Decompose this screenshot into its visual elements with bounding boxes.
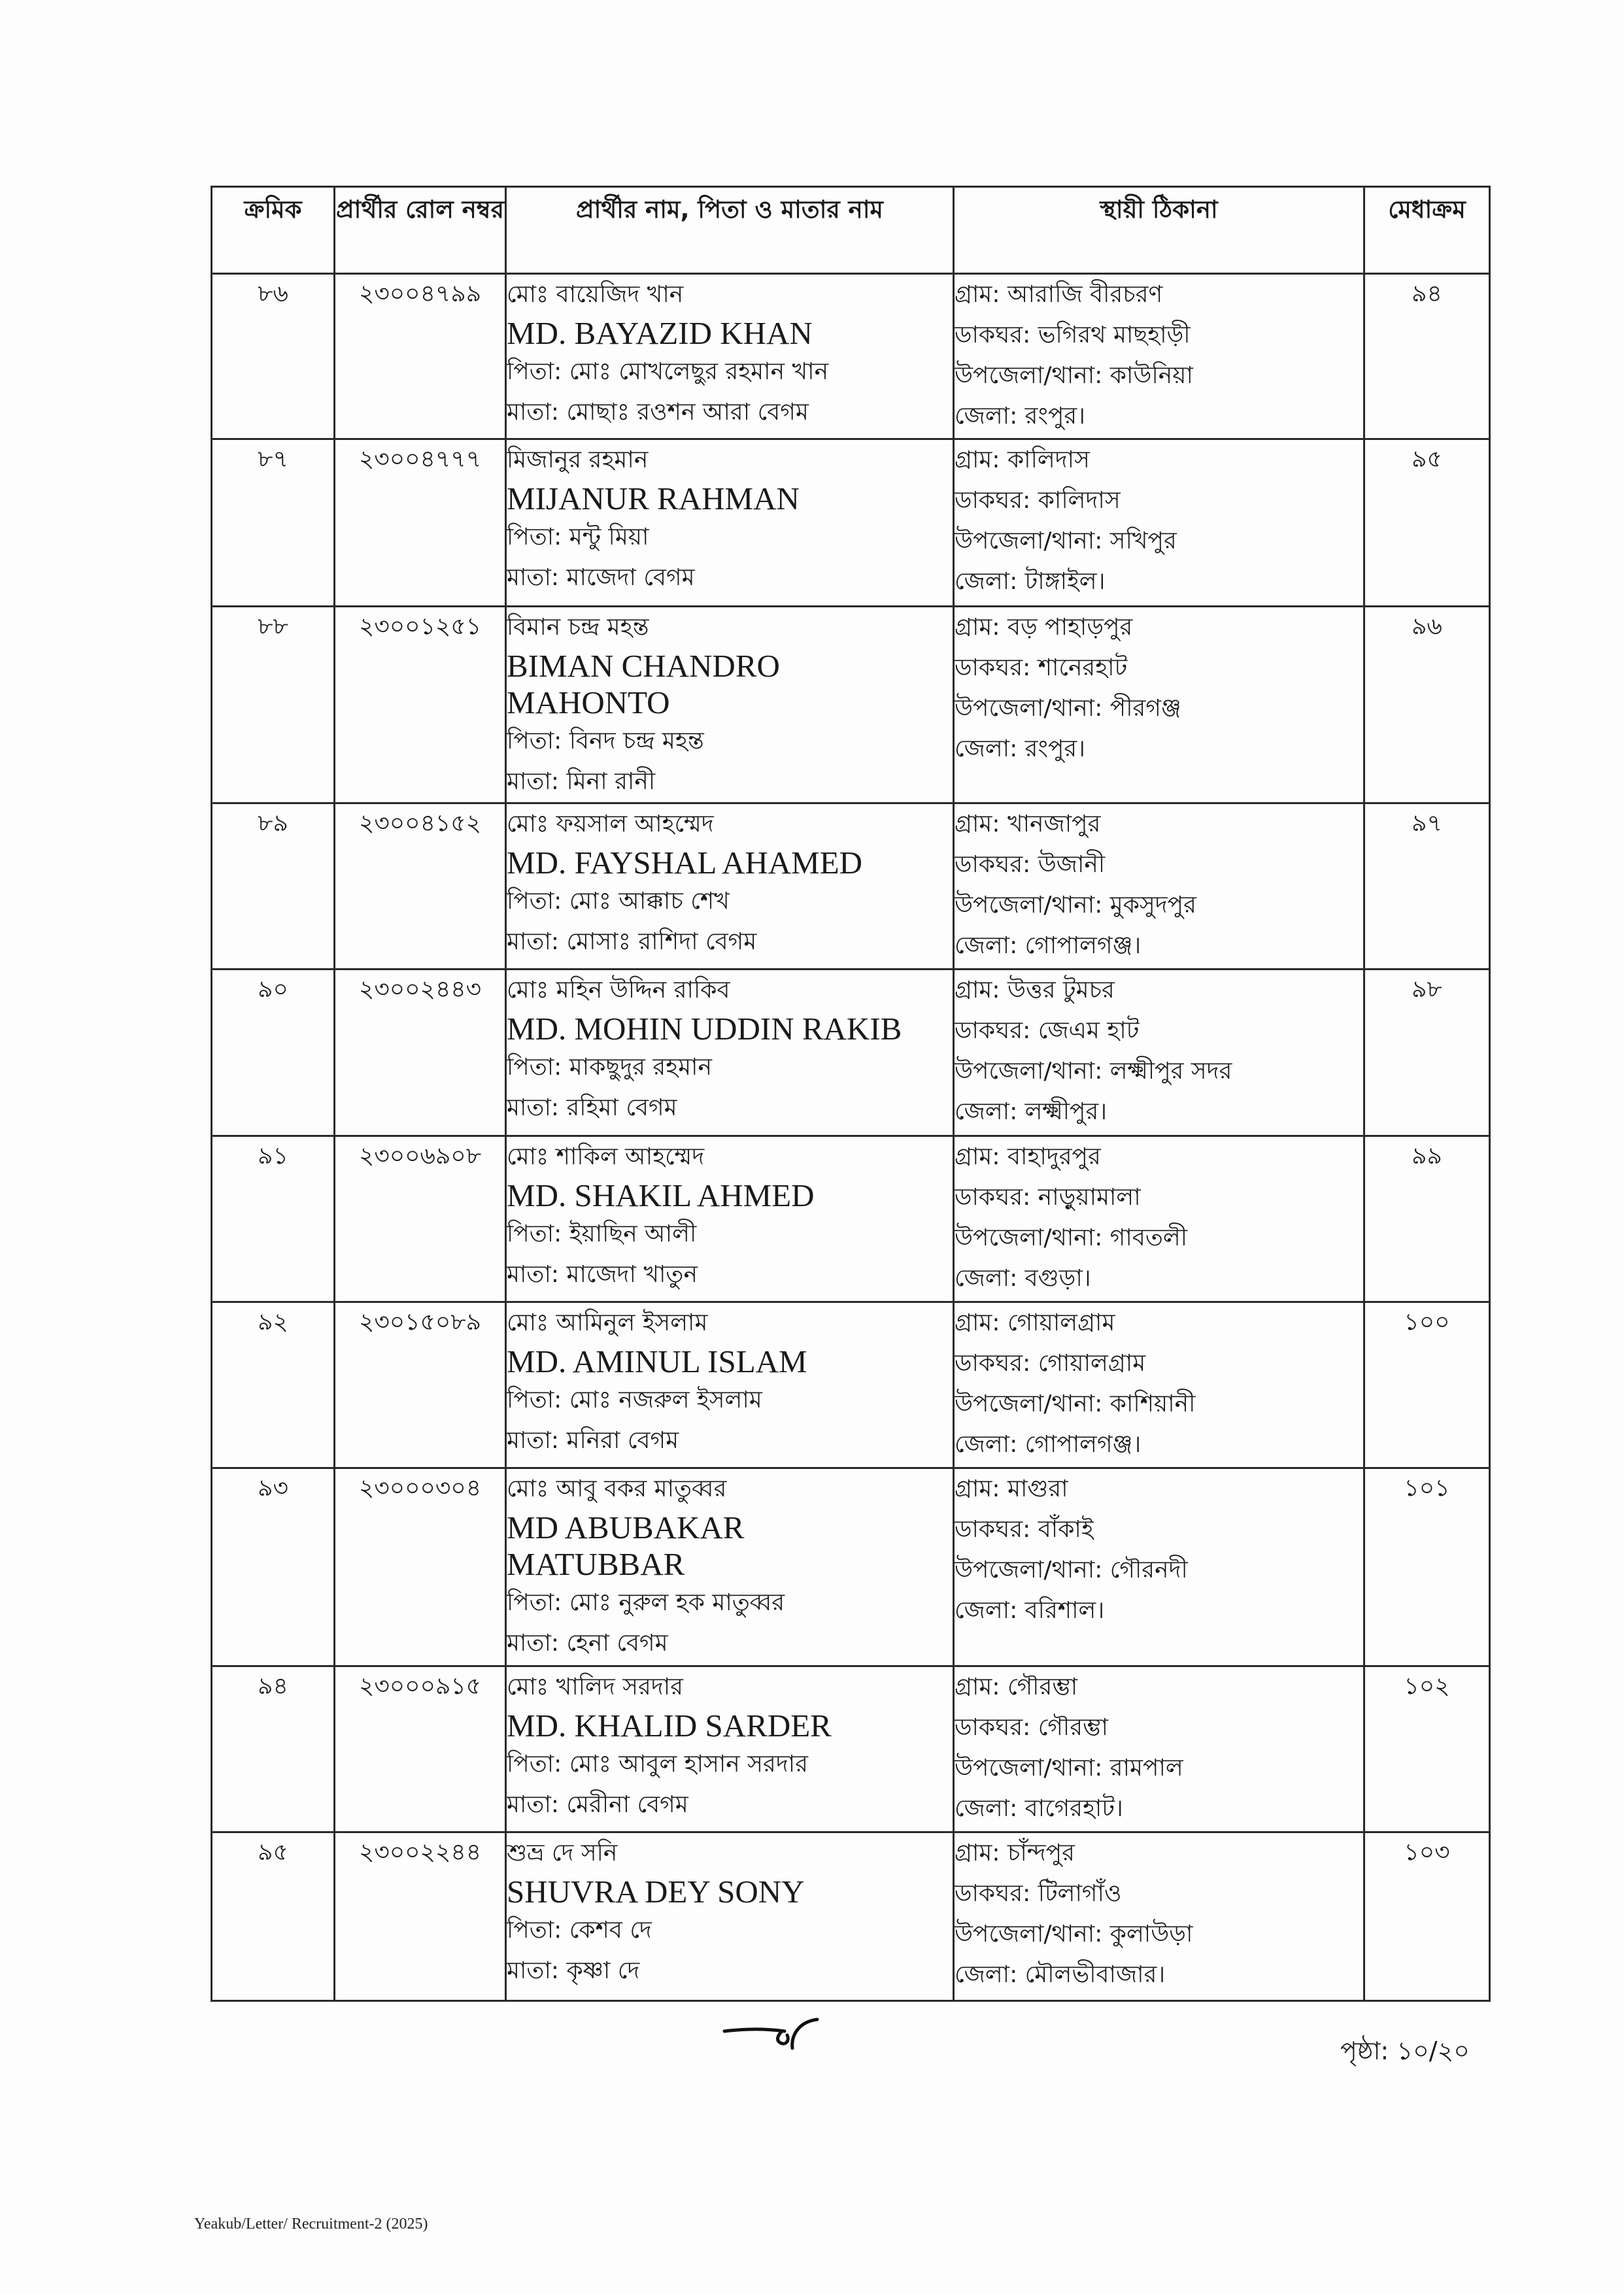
mother-name: মাতা: মোছাঃ রওশন আরা বেগম [507,399,809,426]
table-row [212,274,1490,439]
serial-cell: ৯১ [212,1136,335,1302]
name-english: MATUBBAR [507,1546,685,1582]
address-district: জেলা: গোপালগঞ্জ। [955,1431,1142,1458]
table-row [212,1832,1490,2001]
mother-name: মাতা: মাজেদা বেগম [507,564,695,591]
address-upazila: উপজেলা/থানা: রামপাল [955,1755,1183,1781]
address-post: ডাকঘর: গৌরম্ভা [955,1714,1108,1741]
address-district: জেলা: রংপুর। [955,403,1086,430]
header-merit: মেধাক্রম [1364,187,1490,274]
serial-cell: ৯২ [212,1302,335,1468]
header-name: প্রার্থীর নাম, পিতা ও মাতার নাম [506,187,954,274]
merit-position-cell: ৯৭ [1364,803,1490,970]
address-village: গ্রাম: চাঁন্দপুর [955,1840,1075,1866]
address-district: জেলা: গোপালগঞ্জ। [955,932,1142,959]
serial-cell: ৮৭ [212,439,335,607]
serial-cell: ৯০ [212,970,335,1136]
father-name: পিতা: মোঃ মোখলেছুর রহমান খান [507,358,829,385]
name-english: MD. SHAKIL AHMED [507,1177,815,1213]
candidate-name-cell [506,1136,954,1302]
name-english: MD ABUBAKAR [507,1510,745,1545]
address-village: গ্রাম: খানজাপুর [955,811,1101,837]
name-bangla: মোঃ শাকিল আহম্মেদ [507,1143,705,1170]
table-header-row [212,187,1490,274]
address-district: জেলা: বাগেরহাট। [955,1795,1123,1822]
father-name: পিতা: মোঃ আবুল হাসান সরদার [507,1751,808,1778]
address-district: জেলা: বরিশাল। [955,1597,1105,1624]
table-row [212,1666,1490,1832]
merit-position-cell: ৯৯ [1364,1136,1490,1302]
mother-name: মাতা: মোসাঃ রাশিদা বেগম [507,928,757,955]
permanent-address-cell [954,970,1364,1136]
serial-cell: ৯৩ [212,1468,335,1666]
serial-cell: ৮৯ [212,803,335,970]
address-upazila: উপজেলা/থানা: লক্ষ্মীপুর সদর [955,1058,1232,1085]
mother-name: মাতা: মেরীনা বেগম [507,1791,688,1818]
permanent-address-cell [954,439,1364,607]
address-village: গ্রাম: গৌরম্ভা [955,1674,1078,1700]
roll-number-cell: ২৩০০০৯১৫ [335,1666,506,1832]
table-row [212,607,1490,803]
mother-name: মাতা: মনিরা বেগম [507,1427,679,1454]
candidate-name-cell [506,607,954,803]
address-village: গ্রাম: আরাজি বীরচরণ [955,281,1163,308]
mother-name: মাতা: মিনা রানী [507,768,656,795]
candidate-name-cell [506,1302,954,1468]
address-post: ডাকঘর: নাড়ুয়ামালা [955,1184,1141,1211]
serial-cell: ৮৬ [212,274,335,439]
name-bangla: মোঃ ফয়সাল আহম্মেদ [507,811,714,837]
roll-number-cell: ২৩০০০৩০৪ [335,1468,506,1666]
father-name: পিতা: মোঃ আক্কাচ শেখ [507,888,730,915]
header-address: স্থায়ী ঠিকানা [954,187,1364,274]
table-body [212,274,1490,2001]
roll-number-cell: ২৩০০১২৫১ [335,607,506,803]
candidate-name-cell [506,970,954,1136]
permanent-address-cell [954,1468,1364,1666]
merit-position-cell: ৯৫ [1364,439,1490,607]
table-row [212,970,1490,1136]
address-post: ডাকঘর: শানেরহাট [955,654,1128,681]
address-district: জেলা: বগুড়া। [955,1265,1091,1292]
roll-number-cell: ২৩০০৪৭৯৯ [335,274,506,439]
roll-number-cell: ২৩০০২৪৪৩ [335,970,506,1136]
father-name: পিতা: ইয়াছিন আলী [507,1221,697,1247]
name-bangla: মোঃ বায়েজিদ খান [507,281,684,308]
merit-position-cell: ৯৮ [1364,970,1490,1136]
address-district: জেলা: লক্ষ্মীপুর। [955,1098,1108,1125]
name-english: MD. FAYSHAL AHAMED [507,845,863,881]
address-district: জেলা: রংপুর। [955,735,1086,762]
roll-number-cell: ২৩০০২২৪৪ [335,1832,506,2001]
candidate-name-cell [506,1468,954,1666]
father-name: পিতা: মাকছুদুর রহমান [507,1054,712,1081]
header-serial: ক্রমিক [212,187,335,274]
candidate-name-cell [506,803,954,970]
permanent-address-cell [954,803,1364,970]
address-upazila: উপজেলা/থানা: গৌরনদী [955,1557,1188,1583]
candidate-name-cell [506,274,954,439]
roll-number-cell: ২৩০১৫০৮৯ [335,1302,506,1468]
header-roll: প্রার্থীর রোল নম্বর [335,187,506,274]
serial-cell: ৮৮ [212,607,335,803]
mother-name: মাতা: রহিমা বেগম [507,1094,677,1121]
name-english: MD. MOHIN UDDIN RAKIB [507,1011,902,1047]
name-english: MD. KHALID SARDER [507,1708,832,1744]
address-upazila: উপজেলা/থানা: পীরগঞ্জ [955,695,1181,722]
address-upazila: উপজেলা/থানা: কাশিয়ানী [955,1391,1196,1417]
mother-name: মাতা: মাজেদা খাতুন [507,1261,698,1288]
address-post: ডাকঘর: গোয়ালগ্রাম [955,1350,1146,1377]
merit-position-cell: ৯৪ [1364,274,1490,439]
table-row [212,1136,1490,1302]
candidate-name-cell [506,1666,954,1832]
address-village: গ্রাম: কালিদাস [955,447,1090,473]
address-post: ডাকঘর: উজানী [955,851,1106,878]
name-bangla: মোঃ খালিদ সরদার [507,1674,683,1700]
merit-position-cell: ৯৬ [1364,607,1490,803]
permanent-address-cell [954,607,1364,803]
address-upazila: উপজেলা/থানা: মুকসুদপুর [955,892,1196,919]
serial-cell: ৯৫ [212,1832,335,2001]
address-post: ডাকঘর: টিলাগাঁও [955,1880,1122,1907]
address-upazila: উপজেলা/থানা: কুলাউড়া [955,1921,1193,1948]
serial-cell: ৯৪ [212,1666,335,1832]
address-village: গ্রাম: গোয়ালগ্রাম [955,1309,1115,1336]
name-english: BIMAN CHANDRO [507,648,780,684]
address-village: গ্রাম: উত্তর টুমচর [955,977,1115,1004]
merit-position-cell: ১০০ [1364,1302,1490,1468]
mother-name: মাতা: কৃষ্ণা দে [507,1957,640,1984]
address-district: জেলা: মৌলভীবাজার। [955,1961,1166,1988]
name-bangla: মোঃ মহিন উদ্দিন রাকিব [507,977,730,1004]
father-name: পিতা: বিনদ চন্দ্র মহন্ত [507,728,704,754]
permanent-address-cell [954,1302,1364,1468]
name-bangla: বিমান চন্দ্র মহন্ত [507,614,649,641]
permanent-address-cell [954,1832,1364,2001]
name-english: MD. AMINUL ISLAM [507,1343,807,1379]
address-village: গ্রাম: বড় পাহাড়পুর [955,614,1133,641]
name-english: MD. BAYAZID KHAN [507,315,813,351]
address-post: ডাকঘর: কালিদাস [955,487,1121,514]
name-english: MIJANUR RAHMAN [507,481,800,516]
merit-list-table [211,186,1491,2002]
signature [719,2010,843,2056]
table-row [212,1302,1490,1468]
address-upazila: উপজেলা/থানা: গাবতলী [955,1224,1188,1251]
name-bangla: মিজানুর রহমান [507,447,649,473]
name-english: MAHONTO [507,684,670,720]
mother-name: মাতা: হেনা বেগম [507,1630,668,1657]
permanent-address-cell [954,1666,1364,1832]
address-upazila: উপজেলা/থানা: সখিপুর [955,528,1177,554]
father-name: পিতা: মোঃ নুরুল হক মাতুব্বর [507,1589,785,1616]
roll-number-cell: ২৩০০৬৯০৮ [335,1136,506,1302]
permanent-address-cell [954,1136,1364,1302]
roll-number-cell: ২৩০০৪৭৭৭ [335,439,506,607]
address-post: ডাকঘর: জেএম হাট [955,1017,1140,1044]
address-village: গ্রাম: মাগুরা [955,1476,1068,1502]
table-row [212,803,1490,970]
page-number: পৃষ্ঠা: ১০/২০ [1340,2036,1470,2065]
name-english: SHUVRA DEY SONY [507,1874,805,1910]
name-bangla: মোঃ আবু বকর মাতুব্বর [507,1476,727,1502]
address-district: জেলা: টাঙ্গাইল। [955,568,1106,595]
address-post: ডাকঘর: বাঁকাই [955,1516,1094,1543]
merit-position-cell: ১০২ [1364,1666,1490,1832]
permanent-address-cell [954,274,1364,439]
address-upazila: উপজেলা/থানা: কাউনিয়া [955,362,1193,389]
merit-position-cell: ১০৩ [1364,1832,1490,2001]
name-bangla: শুভ্র দে সনি [507,1840,618,1866]
father-name: পিতা: মোঃ নজরুল ইসলাম [507,1387,762,1413]
merit-position-cell: ১০১ [1364,1468,1490,1666]
candidate-name-cell [506,1832,954,2001]
table-row [212,1468,1490,1666]
roll-number-cell: ২৩০০৪১৫২ [335,803,506,970]
table-row [212,439,1490,607]
father-name: পিতা: মন্টু মিয়া [507,524,649,550]
candidate-name-cell [506,439,954,607]
name-bangla: মোঃ আমিনুল ইসলাম [507,1309,708,1336]
address-village: গ্রাম: বাহাদুরপুর [955,1143,1101,1170]
father-name: পিতা: কেশব দে [507,1917,652,1944]
address-post: ডাকঘর: ভগিরথ মাছহাড়ী [955,322,1191,348]
footer-reference: Yeakub/Letter/ Recruitment-2 (2025) [194,2216,428,2233]
